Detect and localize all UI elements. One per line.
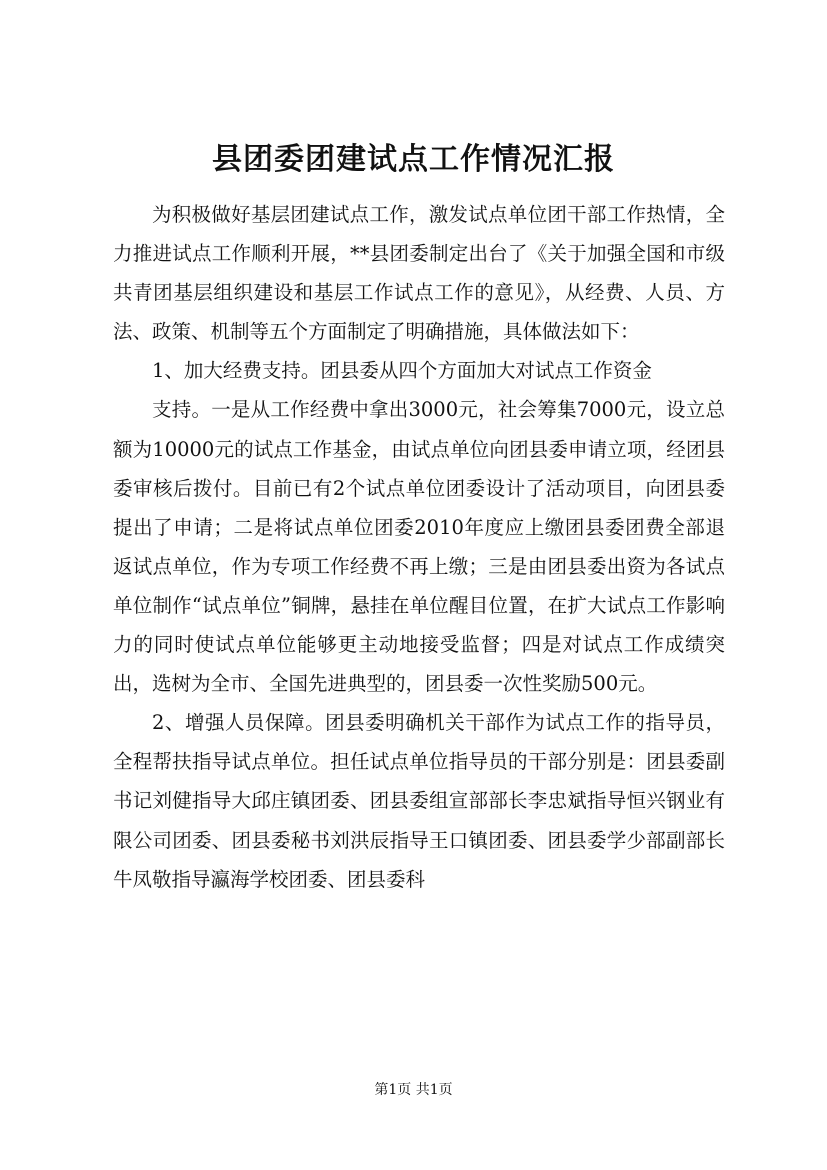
page-footer: 第1页 共1页 [374,1082,453,1098]
paragraph-personnel: 2、增强人员保障。团县委明确机关干部作为试点工作的指导员，全程帮扶指导试点单位。担任试点单位指导员的干部分别是：团县委副书记刘健指导大邱庄镇团委、团县委组宣部部长李忠斌指导恒兴钢业有限公司团委、团县委秘书刘洪辰指导王口镇团委、团县委学少部副部长牛凤敬指导瀛海学校团委、团县委科 [113,711,725,891]
document-title: 县团委团建试点工作情况汇报 [212,142,615,177]
paragraph-funding-detail: 支持。一是从工作经费中拿出3000元，社会筹集7000元，设立总额为10000元的试点工作基金，由试点单位向团县委申请立项，经团县委审核后拨付。目前已有2个试点单位团委设计了活动项目，向团县委提出了申请；二是将试点单位团委2010年度应上缴团县委团费全部退返试点单位，作为专项工作经费不再上缴；三是由团县委出资为各试点单位制作“试点单位”铜牌，悬挂在单位醒目位置，在扩大试点工作影响力的同时使试点单位能够更主动地接受监督；四是对试点工作成绩突出，选树为全市、全国先进典型的，团县委一次性奖励500元。 [113,398,725,696]
paragraph-funding-heading: 1、加大经费支持。团县委从四个方面加大对试点工作资金 [152,359,652,383]
document-body [113,195,725,899]
paragraph-intro: 为积极做好基层团建试点工作，激发试点单位团干部工作热情，全力推进试点工作顺利开展，**县团委制定出台了《关于加强全国和市级共青团基层组织建设和基层工作试点工作的意见》，从经费、人员、方法、政策、机制等五个方面制定了明确措施，具体做法如下： [113,203,725,344]
